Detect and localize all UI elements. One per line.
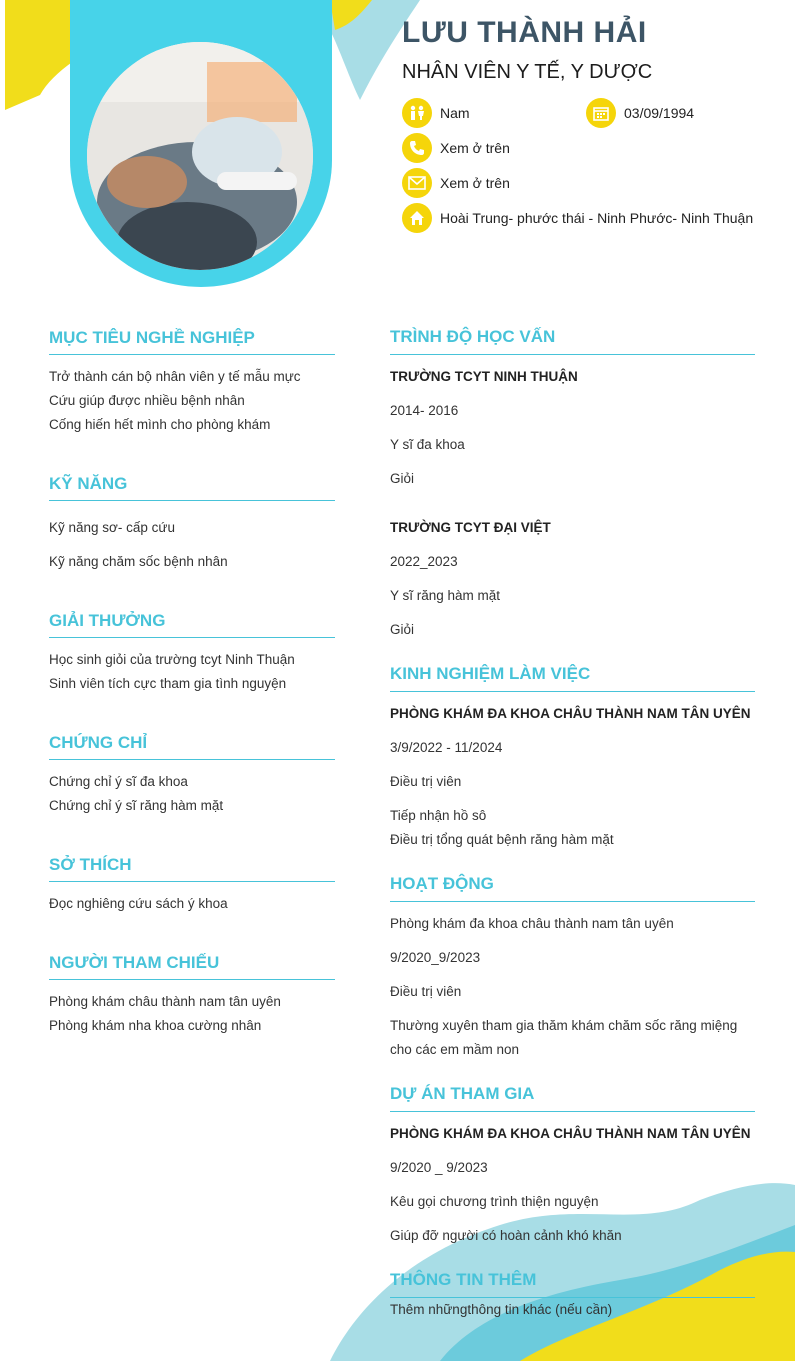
project-period: 9/2020 _ 9/2023 <box>390 1160 488 1175</box>
objective-line: Cống hiến hết mình cho phòng khám <box>49 417 271 432</box>
education-grade: Giỏi <box>390 622 415 637</box>
gender-icon <box>402 98 432 128</box>
divider <box>390 901 755 902</box>
photo-placeholder <box>87 42 313 270</box>
awards-title: GIẢI THƯỞNG <box>49 611 166 630</box>
calendar-icon <box>586 98 616 128</box>
divider <box>49 354 335 355</box>
activity-desc: Thường xuyên tham gia thăm khám chăm sốc răng miệng <box>390 1018 738 1033</box>
email-row <box>402 168 510 198</box>
experience-duty: Tiếp nhận hồ sô <box>390 808 487 823</box>
divider <box>49 637 335 638</box>
activity-desc: cho các em mầm non <box>390 1042 520 1057</box>
reference-line: Phòng khám nha khoa cường nhân <box>49 1018 262 1033</box>
education-title: TRÌNH ĐỘ HỌC VẤN <box>390 327 556 346</box>
education-period: 2014- 2016 <box>390 403 459 418</box>
certificate-line: Chứng chỉ ý sĩ răng hàm mặt <box>49 798 224 813</box>
job-title: NHÂN VIÊN Y TẾ, Y DƯỢC <box>402 61 653 83</box>
birthdate-value: 03/09/1994 <box>624 105 695 121</box>
divider <box>390 1111 755 1112</box>
education-major: Y sĩ đa khoa <box>390 437 465 452</box>
birthdate-row <box>586 98 694 128</box>
divider <box>49 979 335 980</box>
profile-photo-frame <box>70 0 332 287</box>
certificate-line: Chứng chỉ ý sĩ đa khoa <box>49 774 188 789</box>
candidate-name: LƯU THÀNH HẢI <box>402 16 647 49</box>
hobbies-title: SỞ THÍCH <box>49 855 132 874</box>
skill-item: Kỹ năng chăm sốc bệnh nhân <box>49 554 228 569</box>
divider <box>390 354 755 355</box>
phone-icon <box>402 133 432 163</box>
experience-period: 3/9/2022 - 11/2024 <box>390 740 503 755</box>
extra-info-text: Thêm nhữngthông tin khác (nếu cần) <box>390 1302 613 1317</box>
address-value: Hoài Trung- phước thái - Ninh Phước- Ninh Thuận <box>440 210 754 226</box>
award-line: Sinh viên tích cực tham gia tình nguyện <box>49 676 287 691</box>
mail-icon <box>402 168 432 198</box>
hobby-line: Đọc nghiêng cứu sách ý khoa <box>49 896 228 911</box>
education-grade: Giỏi <box>390 471 415 486</box>
activity-org: Phòng khám đa khoa châu thành nam tân uyên <box>390 916 674 931</box>
education-period: 2022_2023 <box>390 554 458 569</box>
skills-title: KỸ NĂNG <box>49 474 128 493</box>
divider <box>390 691 755 692</box>
projects-title: DỰ ÁN THAM GIA <box>390 1084 535 1103</box>
gender-value: Nam <box>440 105 470 121</box>
email-value: Xem ở trên <box>440 175 510 191</box>
extra-info-title: THÔNG TIN THÊM <box>390 1270 537 1289</box>
project-org: PHÒNG KHÁM ĐA KHOA CHÂU THÀNH NAM TÂN UYÊN <box>390 1126 751 1141</box>
activities-title: HOẠT ĐỘNG <box>390 874 494 893</box>
objective-line: Cứu giúp được nhiều bệnh nhân <box>49 393 245 408</box>
address-row <box>402 203 753 233</box>
experience-company: PHÒNG KHÁM ĐA KHOA CHÂU THÀNH NAM TÂN UYÊN <box>390 706 751 721</box>
objective-title: MỤC TIÊU NGHỀ NGHIỆP <box>49 328 255 347</box>
activity-role: Điều trị viên <box>390 984 462 999</box>
gender-row <box>402 98 470 128</box>
divider <box>390 1297 755 1298</box>
phone-value: Xem ở trên <box>440 140 510 156</box>
activity-period: 9/2020_9/2023 <box>390 950 481 965</box>
education-school: TRƯỜNG TCYT NINH THUẬN <box>390 369 578 384</box>
skill-item: Kỹ năng sơ- cấp cứu <box>49 520 175 535</box>
phone-row <box>402 133 510 163</box>
education-major: Y sĩ răng hàm mặt <box>390 588 501 603</box>
reference-line: Phòng khám châu thành nam tân uyên <box>49 994 281 1009</box>
education-school: TRƯỜNG TCYT ĐẠI VIỆT <box>390 520 551 535</box>
award-line: Học sinh giỏi của trường tcyt Ninh Thuận <box>49 652 295 667</box>
objective-line: Trở thành cán bộ nhân viên y tế mẫu mực <box>49 369 301 384</box>
project-line: Giúp đỡ người có hoàn cảnh khó khăn <box>390 1228 622 1243</box>
experience-duty: Điều trị tổng quát bệnh răng hàm mặt <box>390 832 614 847</box>
certificates-title: CHỨNG CHỈ <box>49 733 148 752</box>
home-icon <box>402 203 432 233</box>
divider <box>49 500 335 501</box>
experience-title: KINH NGHIỆM LÀM VIỆC <box>390 664 591 683</box>
references-title: NGƯỜI THAM CHIẾU <box>49 953 220 972</box>
avatar <box>87 42 313 270</box>
divider <box>49 881 335 882</box>
project-line: Kêu gọi chương trình thiện nguyện <box>390 1194 599 1209</box>
divider <box>49 759 335 760</box>
experience-role: Điều trị viên <box>390 774 462 789</box>
